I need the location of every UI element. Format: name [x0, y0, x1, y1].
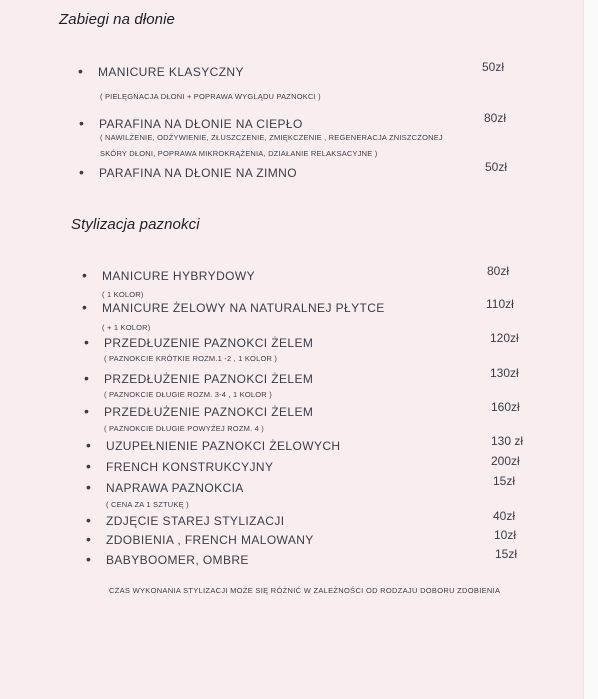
menu-item-naprawa [86, 479, 244, 495]
item-price: 130zł [490, 366, 519, 380]
bullet-icon: • [82, 299, 88, 315]
menu-item-manicure-hybrydowy [82, 267, 255, 283]
menu-item-uzupelnienie [86, 437, 341, 453]
item-price: 80zł [484, 111, 507, 125]
item-note: ( PAZNOKCIE DŁUGIE ROZM. 3-4 , 1 KOLOR ) [104, 390, 272, 399]
menu-item-babyboomer [86, 551, 249, 567]
menu-item-przedluzenie-dlugie [84, 370, 314, 386]
item-note: ( PIELĘGNACJA DŁONI + POPRAWA WYGLĄDU PAZNOKCI ) [100, 92, 321, 101]
item-note: ( CENA ZA 1 SZTUKĘ ) [106, 500, 189, 509]
item-price: 130 zł [491, 434, 524, 448]
bullet-icon: • [78, 63, 84, 79]
bullet-icon: • [86, 531, 92, 547]
bullet-icon: • [84, 334, 90, 350]
item-note: ( PAZNOKCIE KRÓTKIE ROZM.1 -2 , 1 KOLOR ) [104, 354, 278, 363]
item-price: 50zł [485, 160, 508, 174]
item-name: PARAFINA NA DŁONIE NA CIEPŁO [99, 117, 303, 131]
item-name: MANICURE KLASYCZNY [98, 65, 244, 79]
item-name: ZDJĘCIE STAREJ STYLIZACJI [106, 514, 285, 528]
item-price: 200zł [491, 454, 520, 468]
menu-item-zdjecie [86, 512, 285, 528]
item-name: PRZEDŁUZENIE PAZNOKCI ŻELEM [104, 336, 314, 350]
item-name: MANICURE HYBRYDOWY [102, 269, 255, 283]
item-note: ( 1 KOLOR) [102, 290, 144, 299]
item-name: UZUPEŁNIENIE PAZNOKCI ŻELOWYCH [106, 439, 341, 453]
item-name: PRZEDŁUŻENIE PAZNOKCI ŻELEM [104, 405, 314, 419]
item-price: 50zł [482, 60, 505, 74]
item-price: 15zł [495, 547, 518, 561]
item-note: ( NAWILŻENIE, ODŻYWIENIE, ZŁUSZCZENIE, ZMIĘKCZENIE , REGENERACJA ZNISZCZONEJ [100, 133, 443, 142]
menu-item-zdobienia [86, 531, 314, 547]
item-price: 40zł [493, 509, 516, 523]
item-price: 10zł [494, 528, 517, 542]
item-name: NAPRAWA PAZNOKCIA [106, 481, 244, 495]
menu-item-przedluzenie-powyzej [84, 403, 314, 419]
item-note-line2: SKÓRY DŁONI, POPRAWA MIKROKRĄŻENIA, DZIAŁANIE RELAKSACYJNE ) [100, 149, 378, 158]
item-name: MANICURE ŻELOWY NA NATURALNEJ PŁYTCE [102, 301, 385, 315]
item-name: PARAFINA NA DŁONIE NA ZIMNO [99, 166, 297, 180]
bullet-icon: • [84, 370, 90, 386]
bullet-icon: • [84, 403, 90, 419]
bullet-icon: • [86, 551, 92, 567]
menu-item-parafina-cieplo [79, 115, 303, 131]
section-title-stylizacja: Stylizacja paznokci [71, 216, 200, 233]
item-name: BABYBOOMER, OMBRE [106, 553, 249, 567]
item-price: 160zł [491, 400, 520, 414]
item-name: FRENCH KONSTRUKCYJNY [106, 460, 274, 474]
bullet-icon: • [86, 479, 92, 495]
bullet-icon: • [79, 115, 85, 131]
item-price: 80zł [487, 264, 510, 278]
bullet-icon: • [86, 512, 92, 528]
footer-note: CZAS WYKONANIA STYLIZACJI MOŻE SIĘ RÓŻNIĆ W ZALEŻNOŚCI OD RODZAJU DOBORU ZDOBIENIA [109, 586, 501, 595]
menu-item-french-konstrukcyjny [86, 458, 274, 474]
bullet-icon: • [86, 437, 92, 453]
item-price: 15zł [493, 474, 516, 488]
menu-item-manicure-zelowy [82, 299, 385, 315]
menu-item-manicure-klasyczny [78, 63, 244, 79]
item-price: 110zł [486, 297, 514, 311]
bullet-icon: • [86, 458, 92, 474]
section-title-zabiegi: Zabiegi na dłonie [59, 11, 175, 28]
menu-item-parafina-zimno [79, 164, 297, 180]
item-note: ( + 1 KOLOR) [102, 323, 151, 332]
bullet-icon: • [82, 267, 88, 283]
bullet-icon: • [79, 164, 85, 180]
item-name: PRZEDŁUŻENIE PAZNOKCI ŻELEM [104, 372, 314, 386]
item-note: ( PAZNOKCIE DŁUGIE POWYŻEJ ROZM. 4 ) [104, 424, 264, 433]
item-price: 120zł [490, 331, 519, 345]
page-right-edge [583, 0, 598, 699]
menu-item-przedluzenie-krotkie [84, 334, 314, 350]
item-name: ZDOBIENIA , FRENCH MALOWANY [106, 533, 314, 547]
